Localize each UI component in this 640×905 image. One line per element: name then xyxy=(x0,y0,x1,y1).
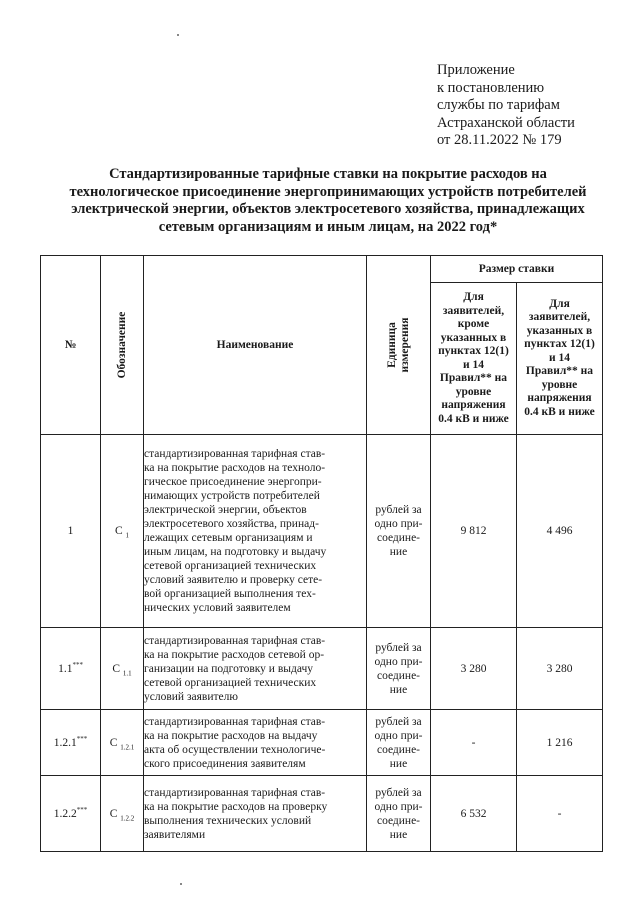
row-unit: рублей за одно при- соедине- ние xyxy=(367,628,431,710)
header-line: уровне xyxy=(455,385,492,398)
row-name: стандартизированная тарифная став- ка на покрытие расходов на проверку выполнения технических условий заявителями xyxy=(144,776,367,852)
annex-line: к постановлению xyxy=(437,79,545,96)
table-row xyxy=(41,776,603,852)
row-designation: С $_{1.2.1}$ xyxy=(101,710,144,776)
header-line: Для xyxy=(463,291,484,303)
row-value-b: - xyxy=(517,776,603,852)
row-number: 1.2.1*** xyxy=(41,710,101,776)
header-col-a xyxy=(431,283,517,435)
table-row xyxy=(41,710,603,776)
row-value-b: 4 496 xyxy=(517,435,603,628)
scan-speck xyxy=(180,883,182,885)
header-number: № xyxy=(41,256,101,435)
row-name: стандартизированная тарифная став- ка на покрытие расходов на техноло- гическое присоединение энергопри- нимающих устройств потребителей электрической энергии, объектов электросетевого хозяйства, принад- лежащих сетевым организациям и иным лицам, на подготовку и выдачу сетевой организацией технических условий заявителю и проверку сете- вой организацией выполнения тех- нических условий заявителем xyxy=(144,435,367,628)
row-designation: С $_{1.2.2}$ xyxy=(101,776,144,852)
annex-line: Приложение xyxy=(437,62,515,78)
row-unit: рублей за одно при- соедине- ние xyxy=(367,710,431,776)
rates-table xyxy=(40,255,603,852)
header-line: напряжения xyxy=(527,392,592,405)
row-number: 1.2.2*** xyxy=(41,776,101,852)
header-line: 0.4 кВ и ниже xyxy=(524,405,595,418)
header-line: Правил** на xyxy=(439,372,508,384)
row-name: стандартизированная тарифная став- ка на покрытие расходов сетевой ор- ганизации на подготовку и выдачу сетевой организацией технических условий заявителю xyxy=(144,628,367,710)
table-row xyxy=(41,628,603,710)
header-name: Наименование xyxy=(144,256,367,435)
row-name: стандартизированная тарифная став- ка на покрытие расходов на выдачу акта об осуществлении технологиче- ского присоединения заявителям xyxy=(144,710,367,776)
row-unit: рублей за одно при- соедине- ние xyxy=(367,435,431,628)
title-line: технологическое присоединение энергопринимающих устройств потребителей xyxy=(69,183,587,200)
scan-speck xyxy=(177,34,179,36)
header-col-b xyxy=(517,283,603,435)
row-value-b: 1 216 xyxy=(517,710,603,776)
header-line: напряжения xyxy=(441,399,506,411)
header-line: заявителей, xyxy=(442,304,505,317)
document-title xyxy=(48,166,608,236)
header-line: кроме xyxy=(457,318,490,330)
title-line: Стандартизированные тарифные ставки на покрытие расходов на xyxy=(109,166,547,182)
header-unit: Единица измерения xyxy=(367,256,431,435)
header-line: пунктах 12(1) xyxy=(524,338,595,351)
row-value-a: 6 532 xyxy=(431,776,517,852)
header-line: и 14 xyxy=(462,358,484,371)
row-value-a: 3 280 xyxy=(431,628,517,710)
header-line: указанных в xyxy=(526,324,593,337)
header-line: пунктах 12(1) xyxy=(438,345,509,357)
row-designation: С $_1$ xyxy=(101,435,144,628)
annex-line: службы по тарифам xyxy=(437,97,560,113)
header-line: 0.4 кВ и ниже xyxy=(438,412,509,425)
title-line: сетевым организациям и иным лицам, на 2022 год* xyxy=(158,218,498,235)
header-line: уровне xyxy=(541,378,578,391)
row-number: 1 xyxy=(41,435,101,628)
annex-block xyxy=(437,62,575,150)
table-row xyxy=(41,435,603,628)
header-line: Для xyxy=(549,297,570,310)
row-designation: С $_{1.1}$ xyxy=(101,628,144,710)
row-value-a: 9 812 xyxy=(431,435,517,628)
annex-line: Астраханской области xyxy=(437,114,575,131)
annex-line: от 28.11.2022 № 179 xyxy=(437,132,562,148)
row-unit: рублей за одно при- соедине- ние xyxy=(367,776,431,852)
row-value-a: - xyxy=(431,710,517,776)
header-line: заявителей, xyxy=(528,311,591,324)
row-number: 1.1*** xyxy=(41,628,101,710)
header-designation: Обозначение xyxy=(101,256,144,435)
header-rate-group: Размер ставки xyxy=(431,256,603,283)
header-line: указанных в xyxy=(440,331,507,344)
header-line: и 14 xyxy=(548,351,570,364)
title-line: электрической энергии, объектов электросетевого хозяйства, принадлежащих xyxy=(71,201,585,217)
header-line: Правил** на xyxy=(525,365,594,378)
row-value-b: 3 280 xyxy=(517,628,603,710)
